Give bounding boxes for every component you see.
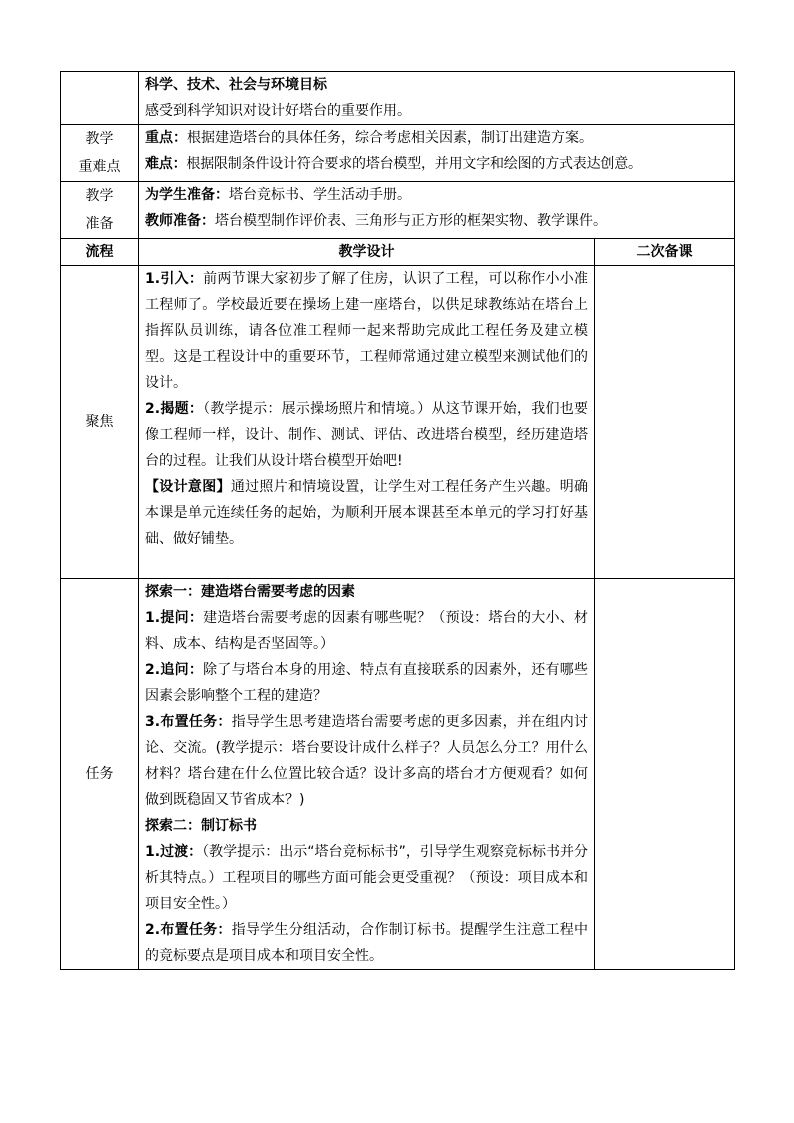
header-second-prep: 二次备课 xyxy=(595,239,735,266)
design-intent-text: 通过照片和情境设置，让学生对工程任务产生兴趣。明确本课是单元连续任务的起始，为顺利开展本课甚至本单元的学习打好基础、做好铺垫。 xyxy=(145,479,589,547)
focus-intro-label: 1.引入： xyxy=(145,271,204,287)
prep-label-line1: 教学 xyxy=(85,188,114,204)
header-row xyxy=(61,239,735,266)
focus-content xyxy=(139,266,595,579)
task-follow-up-text: 除了与塔台本身的用途、特点有直接联系的因素外，还有哪些因素会影响整个工程的建造？ xyxy=(145,662,589,704)
task-assign-label: 3.布置任务： xyxy=(145,714,232,730)
focus-row xyxy=(61,266,735,579)
key-label-line1: 教学 xyxy=(85,131,114,147)
goals-text: 感受到科学知识对设计好塔台的重要作用。 xyxy=(145,103,411,119)
task-transition-text: （教学提示：出示“塔台竞标标书”，引导学生观察竞标标书并分析其特点。）工程项目的哪些方面可能会更受重视？（预设：项目成本和项目安全性。） xyxy=(145,844,588,912)
explore-one-heading: 探索一：建造塔台需要考虑的因素 xyxy=(145,584,355,600)
focus-reveal-label: 2.揭题： xyxy=(145,401,204,417)
task-assign2-label: 2.布置任务： xyxy=(145,922,232,938)
prep-label-line2: 准备 xyxy=(85,216,114,232)
student-prep-text: 塔台竞标书、学生活动手册。 xyxy=(229,187,411,203)
task-assign2-text: 指导学生分组活动，合作制订标书。提醒学生注意工程中的竞标要点是项目成本和项目安全性。 xyxy=(145,922,589,964)
key-point-label: 重点： xyxy=(145,130,187,146)
key-points-content xyxy=(139,125,735,182)
teacher-prep-label: 教师准备： xyxy=(145,213,215,229)
key-points-label xyxy=(61,125,139,182)
design-intent-label: 【设计意图】 xyxy=(145,479,231,495)
goals-label-cell xyxy=(61,72,139,125)
goals-content-cell xyxy=(139,72,735,125)
preparation-label xyxy=(61,182,139,239)
preparation-row xyxy=(61,182,735,239)
explore-two-heading: 探索二：制订标书 xyxy=(145,818,257,834)
task-assign-text: 指导学生思考建造塔台需要考虑的更多因素，并在组内讨论、交流。(教学提示：塔台要设计成什么样子？人员怎么分工？用什么材料？塔台建在什么位置比较合适？设计多高的塔台才方便观看？如何做到既稳固又节省成本？) xyxy=(145,714,589,808)
focus-intro-text: 前两节课大家初步了解了住房，认识了工程，可以称作小小准工程师了。学校最近要在操场上建一座塔台，以供足球教练站在塔台上指挥队员训练，请各位准工程师一起来帮助完成此工程任务及建立模型。这是工程设计中的重要环节，工程师常通过建立模型来测试他们的设计。 xyxy=(145,271,589,391)
student-prep-label: 为学生准备： xyxy=(145,187,229,203)
key-label-line2: 重难点 xyxy=(78,159,121,175)
focus-label: 聚焦 xyxy=(61,266,139,579)
goals-row xyxy=(61,72,735,125)
key-points-row xyxy=(61,125,735,182)
task-question-text: 建造塔台需要考虑的因素有哪些呢？（预设：塔台的大小、材料、成本、结构是否坚固等。） xyxy=(145,610,589,652)
lesson-plan-table xyxy=(60,71,735,970)
difficulty-text: 根据限制条件设计符合要求的塔台模型，并用文字和绘图的方式表达创意。 xyxy=(186,156,642,172)
header-process: 流程 xyxy=(61,239,139,266)
task-question-label: 1.提问： xyxy=(145,610,204,626)
key-point-text: 根据建造塔台的具体任务，综合考虑相关因素，制订出建造方案。 xyxy=(187,130,593,146)
difficulty-label: 难点： xyxy=(145,156,187,172)
task-content xyxy=(139,579,595,970)
task-label: 任务 xyxy=(61,579,139,970)
header-design: 教学设计 xyxy=(139,239,595,266)
task-follow-up-label: 2.追问： xyxy=(145,662,204,678)
teacher-prep-text: 塔台模型制作评价表、三角形与正方形的框架实物、教学课件。 xyxy=(215,213,607,229)
preparation-content xyxy=(139,182,735,239)
focus-second-prep xyxy=(595,266,735,579)
task-second-prep xyxy=(595,579,735,970)
task-transition-label: 1.过渡： xyxy=(145,844,203,860)
task-row xyxy=(61,579,735,970)
focus-reveal-text: （教学提示：展示操场照片和情境。）从这节课开始，我们也要像工程师一样，设计、制作、测试、评估、改进塔台模型，经历建造塔台的过程。让我们从设计塔台模型开始吧! xyxy=(145,401,589,469)
goals-heading: 科学、技术、社会与环境目标 xyxy=(145,77,327,93)
